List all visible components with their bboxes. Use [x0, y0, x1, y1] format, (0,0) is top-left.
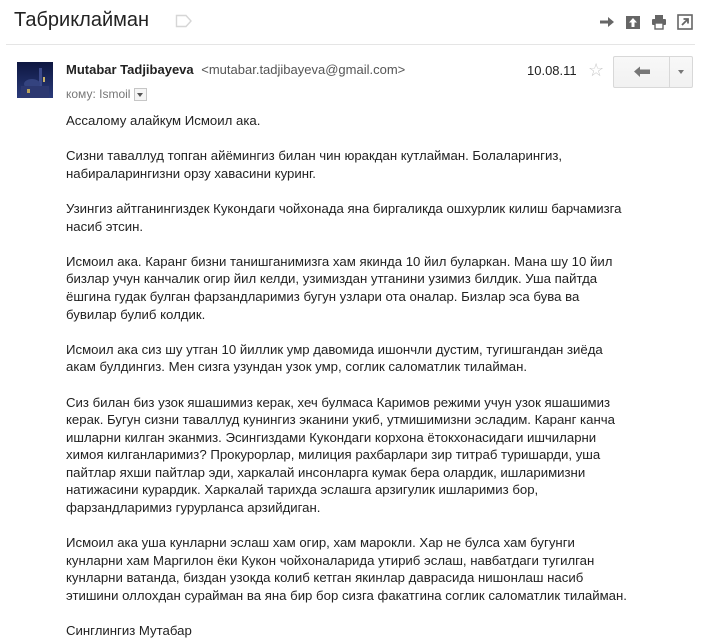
message-date: 10.08.11: [527, 63, 577, 78]
popout-icon[interactable]: [625, 14, 641, 30]
message-paragraph: Исмоил ака уша кунларни эслаш хам огир, хам марокли. Хар не булса хам бугунги кунларни хам Маргилон ёки Кукон чойхоналарида утириб эслаш, навбатдаги тугилган кунларни ватанда, биздан узокда колиб кетган якинлар даврасида нишонлаш насиб этишини оллохдан сурайман ва яна бир бор сизга факатгина соглик саломатлик тилайман.: [66, 535, 627, 604]
message-signature: Синглингиз Мутабар: [66, 623, 192, 639]
email-subject: Табриклайман: [14, 9, 150, 31]
sender-line: [66, 62, 405, 77]
message-paragraph: Узингиз айтганингиздек Кукондаги чойхонада яна биргаликда ошхурлик килиш барчамизга насиб этсин.: [66, 200, 622, 234]
print-icon[interactable]: [651, 14, 667, 30]
header-divider: [6, 44, 695, 45]
external-window-icon[interactable]: [677, 14, 693, 30]
details-dropdown-icon[interactable]: [134, 88, 147, 101]
forward-icon[interactable]: [599, 14, 615, 30]
message-body: [66, 112, 686, 640]
message-paragraph: Сизни таваллуд топган айёмингиз билан чин юракдан кутлайман. Болаларингиз, набираларингизни орзу хавасини куринг.: [66, 148, 563, 181]
message-paragraph: Исмоил ака сиз шу утган 10 йиллик умр давомида ишончли дустим, тугишгандан зиёда акам булдингиз. Мен сизга узундан узок умр, соглик саломатлик тилайман.: [66, 341, 603, 375]
subject-bar: [0, 0, 701, 44]
sender-name[interactable]: Mutabar Tadjibayeva: [66, 62, 194, 77]
star-icon[interactable]: ☆: [588, 60, 605, 80]
recipient-name: Ismoil: [99, 87, 131, 101]
recipient-line: [66, 87, 147, 101]
reply-button[interactable]: [614, 57, 669, 87]
reply-icon: [633, 66, 651, 78]
avatar[interactable]: [17, 62, 53, 98]
message-paragraph: Сиз билан биз узок яшашимиз керак, хеч булмаса Каримов режими учун узок яшашимиз керак. Бугун сизни таваллуд кунингиз эканини укиб, утмишимизни эсладим. Каранг канча ишларни килган эканмиз. Эсингиздами Кукондаги корхона ётокхонасидаги ишчиларни химоя килганларимиз? Прокурорлар, милиция рахбарлари зир титраб туришарди, уша пайтлар яхши пайтлар эди, харкалай инсонларга кумак бера олардик, ишларимизни натижасини курардик. Харкалай тарихда эслашга арзигулик ишларимиз бор, фарзандларимиз гурурланса арзийдиган.: [66, 394, 615, 516]
message-paragraph: Исмоил ака. Каранг бизни танишганимизга хам якинда 10 йил буларкан. Мана шу 10 йил бизлар учун канчалик огир йил келди, узимиздан утганини узимиз билдик. Уша пайтда ёшгина гудак булган фарзандларимиз бугун узлари ота оналар. Бизлар эса бува ва бувилар булиб колдик.: [66, 253, 613, 322]
sender-email: <mutabar.tadjibayeva@gmail.com>: [201, 62, 406, 77]
recipient-prefix: кому:: [66, 87, 96, 101]
important-label-icon[interactable]: [175, 14, 193, 28]
more-actions-button[interactable]: [669, 57, 692, 87]
message-paragraph: Ассалому алайкум Исмоил ака.: [66, 113, 261, 128]
top-toolbar: [599, 14, 693, 30]
reply-button-group: [613, 56, 693, 88]
